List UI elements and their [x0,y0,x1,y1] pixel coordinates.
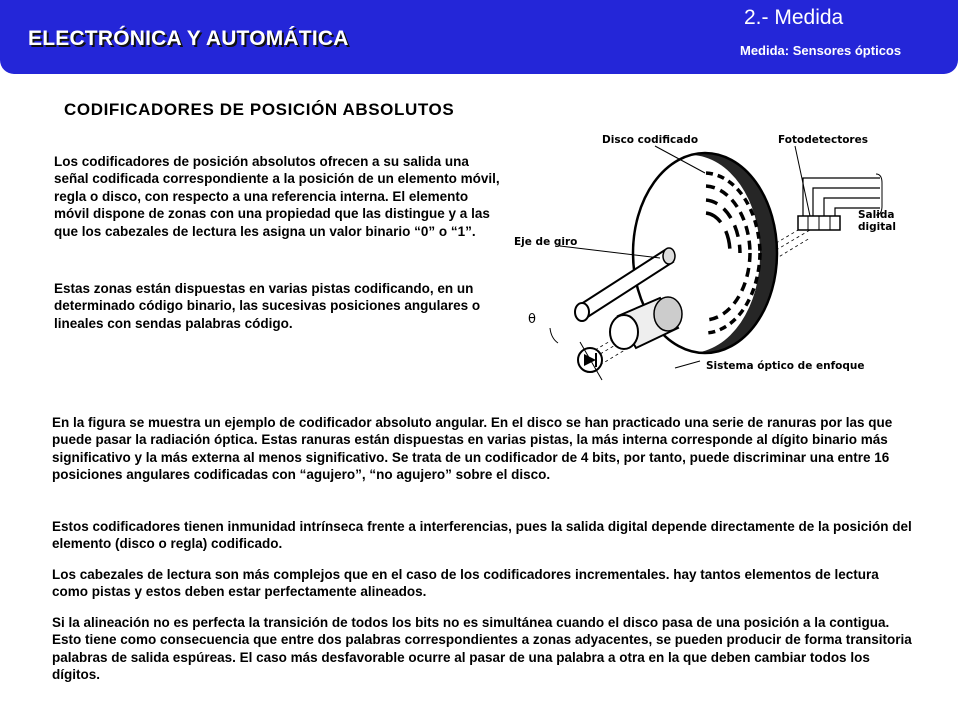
encoder-drawing [510,128,900,390]
label-optical-system: Sistema óptico de enfoque [706,360,865,372]
paragraph-intro: Los codificadores de posición absolutos ofrecen a su salida una señal codificada correspondiente a la posición de un elemento móvil, regla o disco, con respecto a una referencia interna. El elemento móvil dispone de zonas con una propiedad que las distingue y a las que los cabezales de lectura les asigna un valor binario “0” o “1”. [54,154,500,239]
angle-arc [550,328,558,343]
course-title: ELECTRÓNICA Y AUTOMÁTICA [28,27,349,50]
label-coded-disc: Disco codificado [602,134,699,146]
section-title: 2.- Medida [744,6,844,29]
header-banner [0,0,958,74]
label-digital-output [858,209,896,233]
label-output-line2: digital [858,221,896,233]
label-output-line1: Salida [858,209,895,221]
paragraph-alignment: Si la alineación no es perfecta la transición de todos los bits no es simultánea cuando el disco pasa de una posición a la contigua. Esto tiene como consecuencia que entre dos palabras correspondientes a zonas adyacentes, se pueden producir de forma transitoria palabras de salida espúreas. El caso más desfavorable ocurre al pasar de una palabra a otra en la que deben cambiar todos los dígitos. [52,615,912,683]
label-photodetectors: Fotodetectores [778,134,868,146]
paragraph-immunity: Estos codificadores tienen inmunidad intrínseca frente a interferencias, pues la salida digital depende directamente de la posición del elemento (disco o regla) codificado. [52,519,912,552]
paragraph-read-heads: Los cabezales de lectura son más complejos que en el caso de los codificadores incrementales. hay tantos elementos de lectura como pistas y estos deben estar perfectamente alineados. [52,567,879,600]
paragraph-example: En la figura se muestra un ejemplo de codificador absoluto angular. En el disco se han practicado una serie de ranuras por las que puede pasar la radiación óptica. Estas ranuras están dispuestas en varias pistas, la más interna corresponde al dígito binario más significativo y la más externa al menos significativo. Se trata de un codificador de 4 bits, por tanto, puede discriminar una entre 16 posiciones angulares codificadas con “agujero”, “no agujero” sobre el disco. [52,415,893,483]
page-heading: CODIFICADORES DE POSICIÓN ABSOLUTOS [64,100,455,119]
encoder-figure [510,128,900,390]
light-source [578,342,602,380]
paragraph-tracks: Estas zonas están dispuestas en varias pistas codificando, en un determinado código binario, las sucesivas posiciones angulares o lineales con sendas palabras código. [54,281,481,331]
label-angle-theta: θ [528,312,536,327]
subsection-title: Medida: Sensores ópticos [740,43,902,58]
label-rotation-axis: Eje de giro [514,236,578,248]
